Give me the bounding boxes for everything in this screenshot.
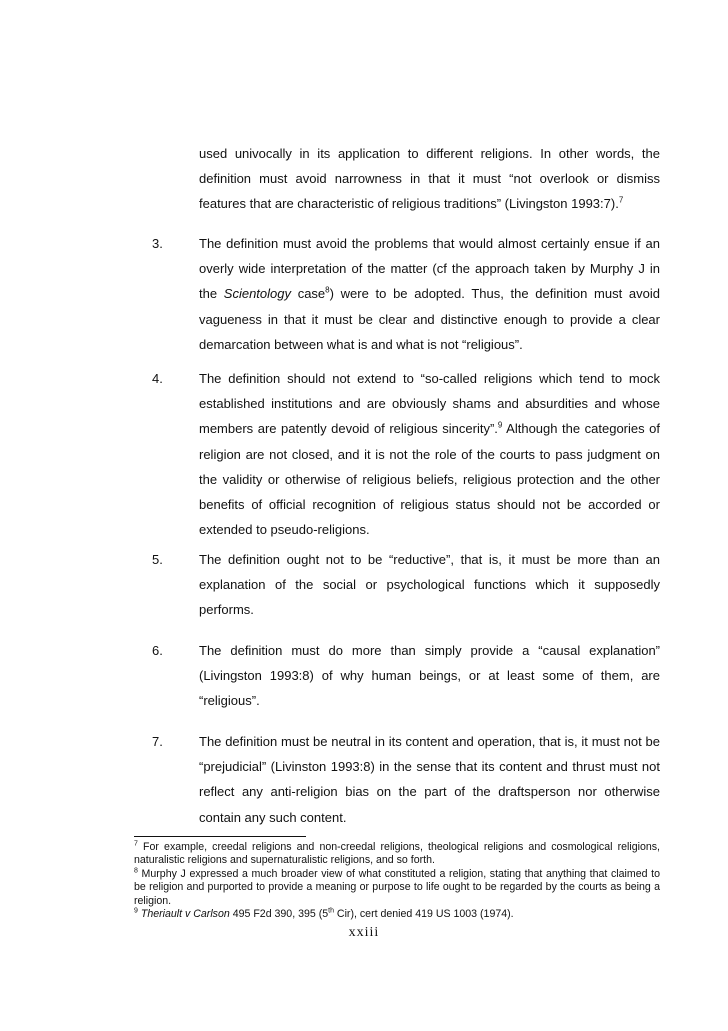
page-number: xxiii (348, 925, 380, 940)
footnote (134, 908, 660, 921)
case-name-italic: Scientology (223, 286, 291, 302)
item-text-part: The definition must avoid the problems that would almost certainly ensue if an overly wide interpretation of the matter (cf the approach taken by Murphy J in the (199, 236, 660, 302)
continuation-paragraph (199, 141, 660, 217)
case-name-italic: Theriault v Carlson (137, 908, 230, 921)
footnote-reference[interactable]: 9 (497, 421, 503, 431)
item-number: 3. (152, 236, 163, 251)
item-text: The definition ought not to be “reductive”, that is, it must be more than an explanation of the social or psychological functions which it supposedly performs. (199, 552, 660, 618)
item-text-part: Although the categories of religion are not closed, and it is not the role of the courts to pass judgment on the validity or otherwise of religious beliefs, religious protection and the other benefits of official recognition of religious status should not be accorded or extended to pseudo-religions. (199, 421, 660, 538)
footnote-text: Murphy J expressed a much broader view of what constituted a religion, stating that anything that claimed to be religion and purported to provide a meaning or purpose to life ought to be regarded by the courts as being a religion. (134, 867, 660, 907)
footnotes (134, 841, 660, 921)
item-text (199, 231, 660, 357)
footnote-marker: 9 (134, 907, 138, 915)
footnote-marker: 7 (134, 840, 138, 848)
item-number: 6. (152, 643, 163, 658)
item-text (199, 366, 660, 542)
footnote (134, 868, 660, 908)
ordinal-suffix: th (328, 907, 334, 915)
footnote-divider (134, 836, 306, 837)
item-text-part: The definition should not extend to “so-called religions which tend to mock established institutions and are obviously shams and absurdities and whose members are patently devoid of religious sincerity”. (199, 371, 660, 437)
item-number: 5. (152, 552, 163, 567)
footnote-text: Cir), cert denied 419 US 1003 (1974). (333, 908, 514, 921)
item-text: The definition must be neutral in its content and operation, that is, it must not be “prejudicial” (Livinston 1993:8) in the sense that its content and thrust must not reflect any anti-religion bias on the part of the draftsperson nor otherwise contain any such content. (199, 734, 660, 825)
footnote-reference[interactable]: 7 (618, 196, 624, 206)
footnote-reference[interactable]: 8 (325, 286, 330, 296)
footnote-text: For example, creedal religions and non-creedal religions, theological religions and cosmological religions, naturalistic religions and supernaturalistic religions, and so forth. (134, 841, 660, 867)
item-text: The definition must do more than simply provide a “causal explanation” (Livingston 1993:8) of why human beings, or at least some of them, are “religious”. (199, 643, 660, 709)
footnote-marker: 8 (134, 867, 138, 875)
footnote (134, 841, 660, 868)
item-number: 4. (152, 371, 163, 386)
item-text-part: case (291, 286, 326, 302)
item-text-part: ) were to be adopted. Thus, the definition must avoid vagueness in that it must be clear and distinctive enough to provide a clear demarcation between what is and what is not “religious”. (199, 286, 660, 352)
item-number: 7. (152, 734, 163, 749)
paragraph-text: used univocally in its application to different religions. In other words, the definition must avoid narrowness in that it must “not overlook or dismiss features that are characteristic of religious traditions” (Livingston 1993:7). (199, 146, 660, 212)
footnote-text: 495 F2d 390, 395 (5 (229, 908, 329, 921)
